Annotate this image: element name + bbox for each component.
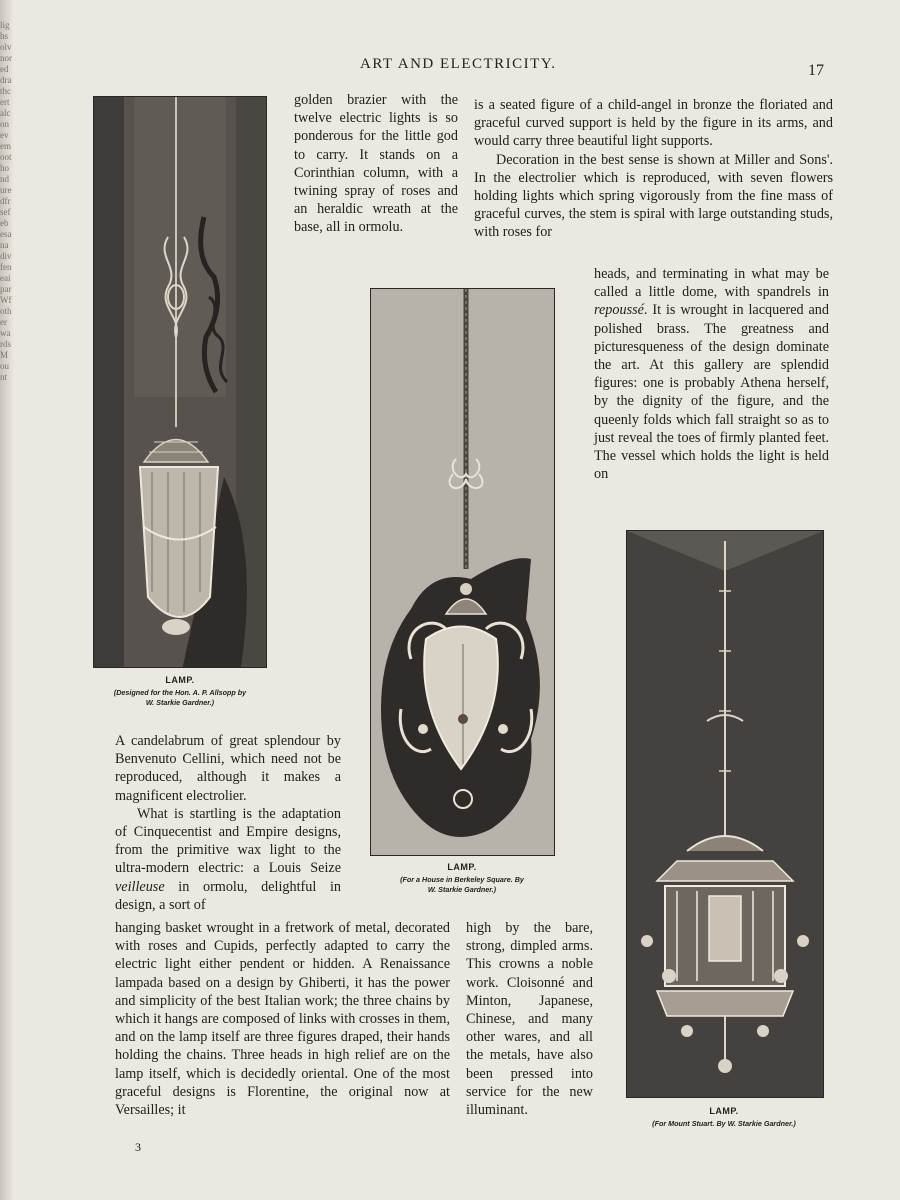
page-number: 17 (808, 62, 824, 79)
figure-caption (612, 1106, 836, 1129)
figure-credit: (For Mount Stuart. By W. Starkie Gardner.) (652, 1119, 796, 1128)
text-column-right-narrow (594, 265, 829, 483)
running-header: ART AND ELECTRICITY. (360, 56, 557, 72)
paragraph: A candelabrum of great splendour by Benvenuto Cellini, which need not be reproduced, although it makes a magnificent electrolier. (115, 733, 341, 804)
paragraph: is a seated figure of a child-angel in bronze the floriated and graceful curved support is held by the figure in its arms, and would carry three beautiful light supports. (474, 97, 833, 150)
paragraph: Decoration in the best sense is shown at Miller and Sons'. In the electrolier which is reproduced, with seven flowers holding lights which spring vigorously from the fine mass of graceful curves, the stem is spiral with large outstanding studs, with roses for (474, 151, 833, 241)
figure-title: LAMP. (165, 675, 195, 685)
paragraph: golden brazier with the twelve electric lights is so ponderous for the little god to carry. It stands on a Corinthian column, with a twining spray of roses and an heraldic wreath at the base, all in ormolu. (294, 92, 458, 236)
text-column-top-right (474, 96, 833, 242)
text-run: . It is wrought in lacquered and polished brass. The greatness and picturesqueness of the design dominate the art. At this gallery are splendid figures: one is probably Athena herself, by the dignity of the figure, and the queenly folds which fall straight so as to just reveal the toes of firmly planted feet. The vessel which holds the light is held on (594, 302, 829, 483)
figure-credit: W. Starkie Gardner.) (145, 698, 215, 707)
facing-page-text: lighsolvnoreddrathcertalconevemoothonduredfrsefebesanadivfeneaiparWfotherwardsMount (0, 20, 12, 382)
text-run: What is startling is the adaptation of Cinquecentist and Empire designs, from the primitive wax light to the ultra-modern electric: a Louis Seize (115, 805, 341, 877)
figure-caption (362, 862, 562, 895)
paragraph: hanging basket wrought in a fretwork of metal, decorated with roses and Cupids, perfectly adapted to carry the electric light either pendent or hidden. A Renaissance lampada based on a design by Ghiberti, it has the power and simplicity of the best Italian work; the three chains by which it hangs are composed of links with crosses in them, and on the lamp itself are three figures draped, their hands holding the chains. Three heads in high relief are on the lamp itself, which is decidedly oriental. One of the most graceful designs is Florentine, the original now at Versailles; it (115, 920, 450, 1119)
paragraph (115, 805, 341, 914)
figure-title: LAMP. (447, 862, 477, 872)
lamp-illustration-berkeley-square (370, 288, 555, 856)
text-run: in ormolu, delightful in design, a sort of (115, 878, 341, 913)
italic-term: repoussé (594, 302, 644, 319)
book-spine-edge (0, 0, 14, 1200)
figure-caption (90, 675, 270, 708)
text-column-narrow-bottom (466, 919, 593, 1119)
paragraph: high by the bare, strong, dimpled arms. This crowns a noble work. Cloisonné and Minton, Japanese, Chinese, and many other wares, and all the metals, have also been pressed into service for the new illuminant. (466, 920, 593, 1119)
figure-credit: W. Starkie Gardner.) (427, 885, 497, 894)
lamp-illustration-allsopp (93, 96, 267, 668)
paragraph (594, 265, 829, 483)
figure-title: LAMP. (709, 1106, 739, 1116)
lamp-illustration-mount-stuart (626, 530, 824, 1098)
signature-mark: 3 (135, 1140, 141, 1154)
text-column-top-middle (294, 91, 458, 237)
text-run: heads, and terminating in what may be called a little dome, with spandrels in (594, 266, 829, 301)
figure-credit: (Designed for the Hon. A. P. Allsopp by (113, 688, 247, 697)
figure-credit: (For a House in Berkeley Square. By (400, 875, 524, 884)
text-column-left (115, 732, 341, 914)
italic-term: veilleuse (115, 878, 165, 895)
text-column-wide-bottom (115, 919, 450, 1119)
